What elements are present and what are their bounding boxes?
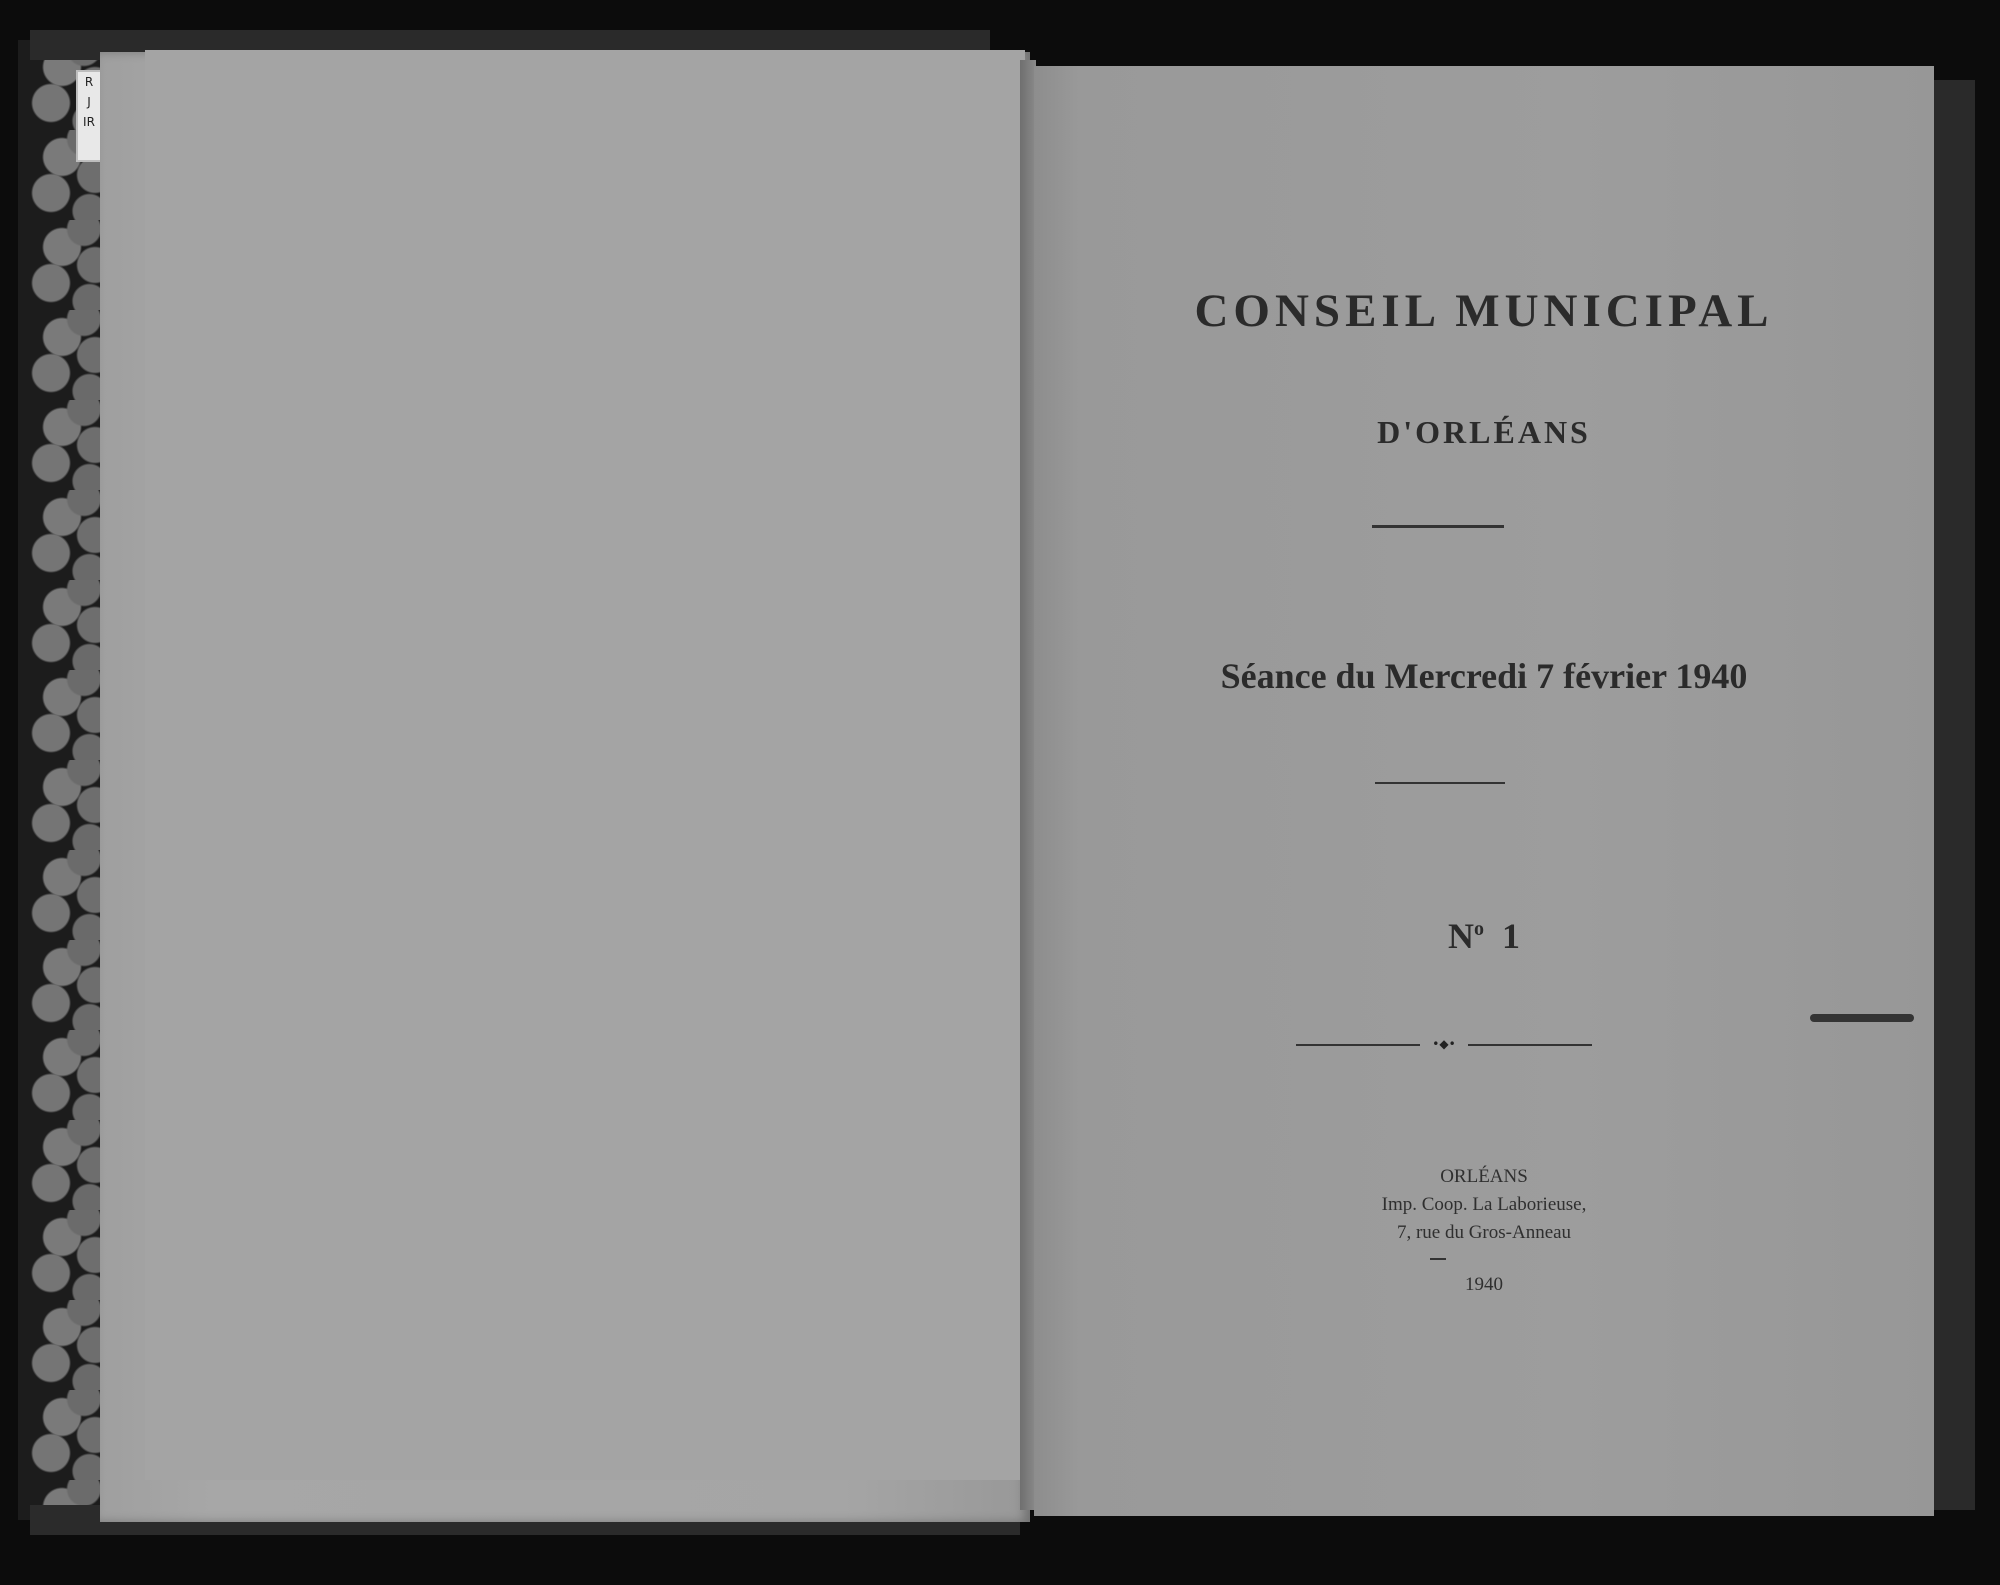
imprint-printer: Imp. Coop. La Laborieuse, (1381, 1194, 1587, 1215)
ornament-center: •◆• (1420, 1040, 1468, 1049)
issue-number-value: 1 (1502, 916, 1520, 956)
city-title: D'ORLÉANS (1377, 414, 1591, 450)
issue-number (1034, 915, 1934, 957)
shelf-label-line: J (87, 95, 91, 109)
ink-smudge (1810, 1014, 1914, 1022)
title-rule (1372, 525, 1504, 528)
main-title: CONSEIL MUNICIPAL (1194, 285, 1774, 337)
session-rule (1375, 782, 1505, 784)
imprint-dash (1430, 1258, 1446, 1260)
issue-number-prefix: N (1448, 916, 1474, 956)
imprint-address: 7, rue du Gros-Anneau (1396, 1222, 1572, 1243)
left-flyleaf (145, 50, 1025, 1480)
shelf-label-line: R (84, 75, 94, 89)
imprint-city: ORLÉANS (1440, 1166, 1528, 1187)
session-date: Séance du Mercredi 7 février 1940 (1220, 656, 1748, 696)
imprint-year: 1940 (1465, 1274, 1503, 1295)
shelf-label (76, 70, 102, 162)
cover-edge-right (1930, 80, 1975, 1510)
issue-number-superscript: o (1474, 918, 1484, 940)
shelf-label-line: IR (83, 115, 95, 129)
